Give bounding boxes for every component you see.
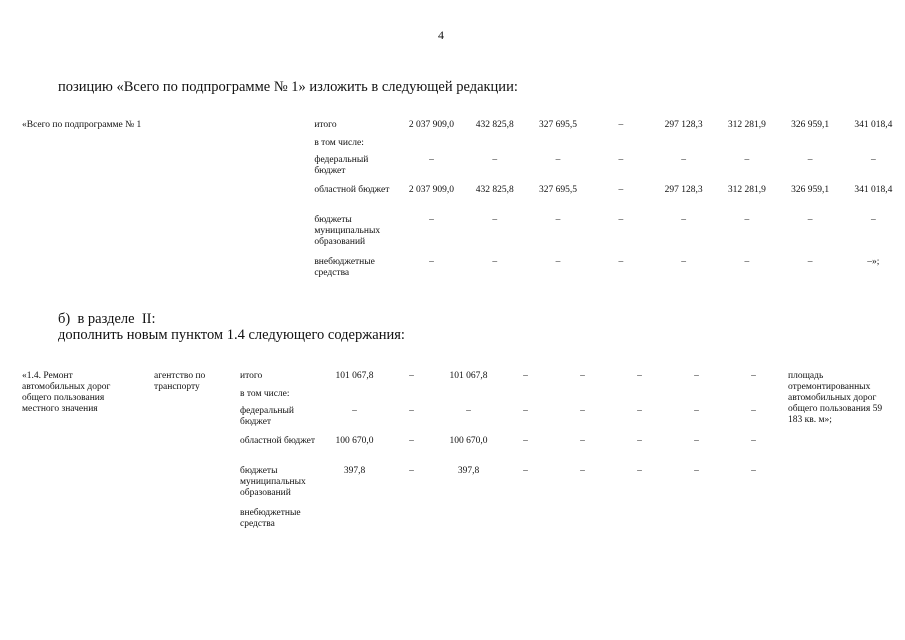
source-cell: итого (314, 120, 337, 130)
value-cell: –»; (867, 257, 880, 267)
value-cell: – (618, 185, 624, 195)
value-cell: – (555, 155, 561, 165)
value-cell: 341 018,4 (854, 120, 893, 130)
value-cell (725, 389, 782, 406)
value-cell (554, 389, 611, 406)
value-cell: – (555, 215, 561, 225)
table-subprogram-total (22, 120, 905, 283)
value-cell: – (409, 466, 414, 476)
row-name-cell: «1.4. Ремонт автомобильных дорог общего пользования местного значения (22, 371, 111, 414)
value-cell (611, 508, 668, 534)
value-cell: – (618, 215, 624, 225)
value-cell (778, 138, 841, 155)
value-cell: – (580, 371, 585, 381)
value-cell: 2 037 909,0 (408, 120, 454, 130)
value-cell: – (409, 436, 414, 446)
value-cell (326, 389, 383, 406)
source-cell: в том числе: (314, 138, 364, 148)
value-cell: – (637, 371, 642, 381)
source-cell: бюджеты муниципальных образований (314, 215, 381, 247)
value-cell: – (751, 406, 756, 416)
value-cell: – (744, 257, 750, 267)
value-cell: – (751, 436, 756, 446)
value-cell: – (694, 371, 699, 381)
value-cell: – (429, 155, 434, 165)
value-cell: – (409, 406, 414, 416)
table-row (22, 120, 905, 138)
value-cell: – (409, 371, 414, 381)
value-cell: – (580, 436, 585, 446)
value-cell: 2 037 909,0 (408, 185, 454, 195)
value-cell: – (523, 436, 528, 446)
value-cell: – (681, 215, 686, 225)
value-cell: – (492, 155, 498, 165)
value-cell: 100 670,0 (449, 436, 488, 446)
value-cell: 312 281,9 (727, 185, 766, 195)
source-cell: в том числе: (240, 389, 290, 399)
source-cell: федеральный бюджет (314, 155, 369, 176)
value-cell: 101 067,8 (335, 371, 374, 381)
value-cell: – (681, 257, 686, 267)
value-cell: – (555, 257, 561, 267)
value-cell (668, 508, 725, 534)
value-cell: – (694, 436, 699, 446)
source-cell: федеральный бюджет (240, 406, 294, 427)
value-cell (554, 508, 611, 534)
value-cell: 326 959,1 (791, 120, 830, 130)
source-cell: бюджеты муниципальных образований (240, 466, 306, 498)
value-cell: – (870, 215, 876, 225)
value-cell: – (807, 215, 813, 225)
value-cell: – (523, 371, 528, 381)
value-cell (463, 138, 526, 155)
value-cell: 312 281,9 (727, 120, 766, 130)
value-cell: – (492, 215, 498, 225)
value-cell (611, 389, 668, 406)
source-cell: областной бюджет (240, 436, 316, 446)
paragraph-position-total: позицию «Всего по подпрограмме № 1» изложить в следующей редакции: (58, 79, 518, 95)
value-cell: – (580, 406, 585, 416)
value-cell (383, 389, 440, 406)
value-cell (497, 389, 554, 406)
value-cell: 101 067,8 (449, 371, 488, 381)
value-cell: – (681, 155, 686, 165)
source-cell: итого (240, 371, 263, 381)
value-cell (440, 389, 497, 406)
value-cell: – (744, 215, 750, 225)
value-cell: 326 959,1 (791, 185, 830, 195)
value-cell (715, 138, 778, 155)
paragraph-add-item: дополнить новым пунктом 1.4 следующего содержания: (58, 327, 405, 343)
page-number: 4 (438, 28, 444, 42)
value-cell: – (352, 406, 357, 416)
value-cell: – (807, 257, 813, 267)
value-cell: – (694, 406, 699, 416)
value-cell: 297 128,3 (664, 185, 703, 195)
value-cell (526, 138, 589, 155)
value-cell: 297 128,3 (664, 120, 703, 130)
value-cell: 432 825,8 (475, 185, 514, 195)
value-cell: – (694, 466, 699, 476)
paragraph-section-ii: б) в разделе II: (58, 311, 156, 327)
value-cell: 100 670,0 (335, 436, 374, 446)
value-cell: – (870, 155, 876, 165)
value-cell: 432 825,8 (475, 120, 514, 130)
value-cell: 397,8 (457, 466, 480, 476)
value-cell (652, 138, 715, 155)
value-cell (440, 508, 497, 534)
row-name-cell: «Всего по подпрограмме № 1 (22, 120, 142, 130)
value-cell: – (618, 155, 624, 165)
table-row (22, 371, 898, 389)
value-cell: – (637, 436, 642, 446)
value-cell: – (429, 257, 434, 267)
source-cell: областной бюджет (314, 185, 390, 195)
value-cell: 341 018,4 (854, 185, 893, 195)
value-cell: 327 695,5 (539, 185, 578, 195)
value-cell: – (523, 406, 528, 416)
value-cell (725, 508, 782, 534)
value-cell: – (523, 466, 528, 476)
value-cell (590, 138, 652, 155)
table-item-1-4 (22, 371, 898, 534)
value-cell: – (429, 215, 434, 225)
value-cell: – (637, 406, 642, 416)
value-cell: – (744, 155, 750, 165)
value-cell (842, 138, 905, 155)
value-cell (383, 508, 440, 534)
value-cell: – (466, 406, 471, 416)
value-cell: – (807, 155, 813, 165)
result-cell: площадь отремонтированных автомобильных дорог общего пользования 59 183 кв. м»; (788, 371, 883, 425)
value-cell: – (580, 466, 585, 476)
value-cell: – (637, 466, 642, 476)
value-cell: 327 695,5 (539, 120, 578, 130)
value-cell: – (618, 120, 624, 130)
source-cell: внебюджетные средства (314, 257, 375, 278)
value-cell: – (618, 257, 624, 267)
value-cell: – (751, 371, 756, 381)
executor-cell: агентство по транспорту (154, 371, 206, 392)
value-cell: – (751, 466, 756, 476)
value-cell: 397,8 (343, 466, 366, 476)
value-cell (497, 508, 554, 534)
source-cell: внебюджетные средства (240, 508, 301, 529)
value-cell (326, 508, 383, 534)
value-cell: – (492, 257, 498, 267)
value-cell (400, 138, 463, 155)
value-cell (668, 389, 725, 406)
